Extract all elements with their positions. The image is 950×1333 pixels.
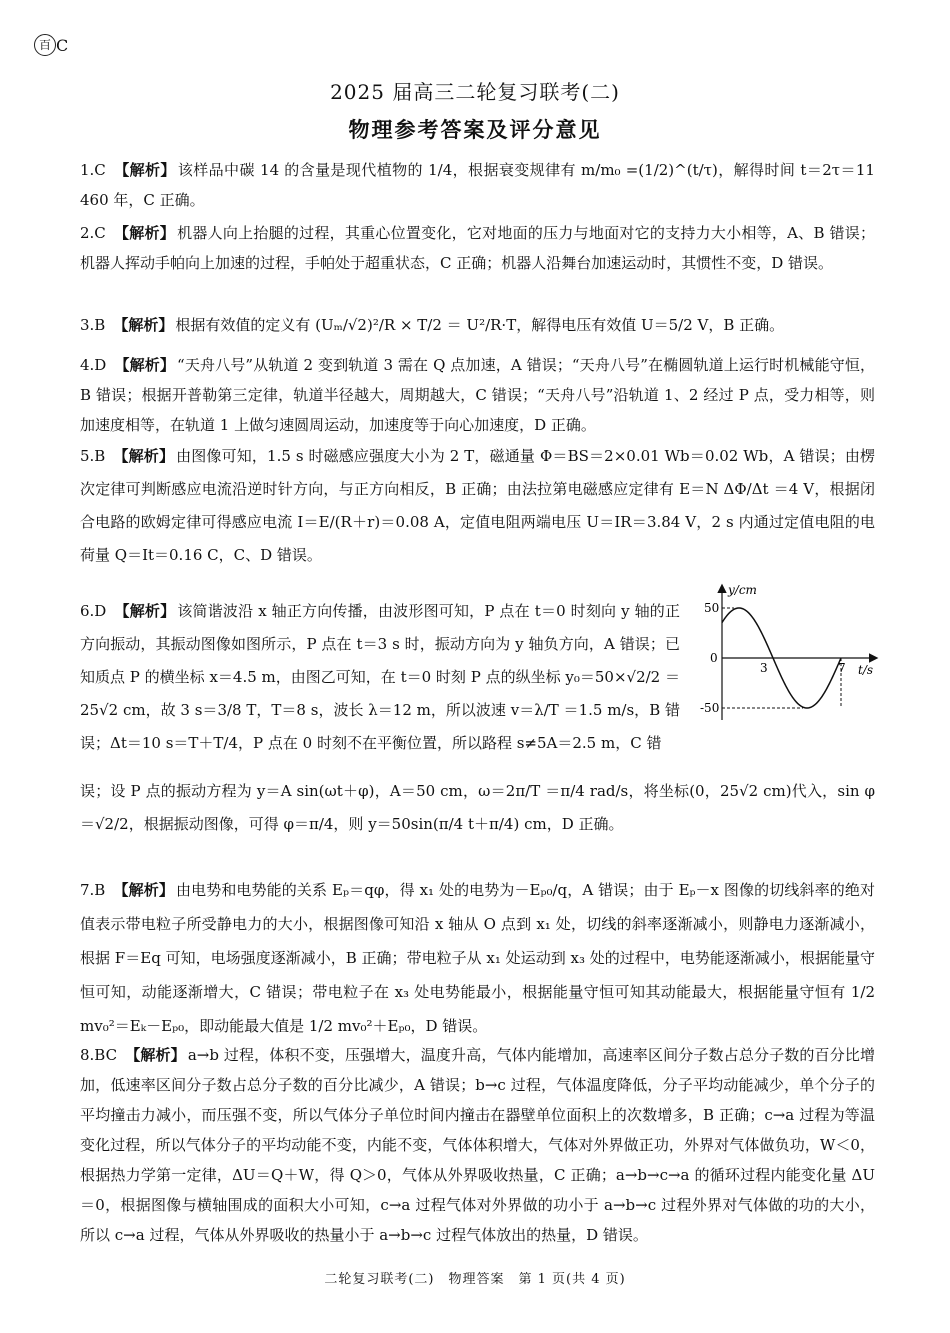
- answer-text: 该简谐波沿 x 轴正方向传播，由波形图可知，P 点在 t＝0 时刻向 y 轴的正方向振动，其振动图像如图所示，P 点在 t＝3 s 时，振动方向为 y 轴负方向，A 错误；已知质点 P 的横坐标 x＝4.5 m，由图乙可知，在 t＝0 时刻 P 点的纵坐标 y₀＝50×√2/2 ＝25√2 cm，故 3 s＝3/8 T，T＝8 s，波长 λ＝12 m，所以波速 v＝λ/T ＝1.5 m/s，B 错误；Δt＝10 s＝T＋T/4，P 点在 0 时刻不在平衡位置，所以路程 s≠5A＝2.5 m，C 错: [80, 602, 680, 752]
- answer-item-continued: [80, 775, 875, 841]
- answer-item: [80, 595, 680, 760]
- answer-text: 机器人向上抬腿的过程，其重心位置变化，它对地面的压力与地面对它的支持力大小相等，A、B 错误；机器人挥动手帕向上加速的过程，手帕处于超重状态，C 正确；机器人沿舞台加速运动时，其惯性不变，D 错误。: [80, 224, 875, 272]
- answer-text: 由图像可知，1.5 s 时磁感应强度大小为 2 T，磁通量 Φ＝BS＝2×0.01 Wb＝0.02 Wb，A 错误；由楞次定律可判断感应电流沿逆时针方向，与正方向相反，B 正确；由法拉第电磁感应定律有 E＝N ΔΦ/Δt ＝4 V，根据闭合电路的欧姆定律可得感应电流 I＝E/(R＋r)＝0.08 A，定值电阻两端电压 U＝IR＝3.84 V，2 s 内通过定值电阻的电荷量 Q＝It＝0.16 C，C、D 错误。: [80, 447, 875, 564]
- answer-item: [80, 310, 875, 340]
- answer-tag: 【解析】: [113, 881, 174, 899]
- x-tick-label: 7: [838, 661, 846, 675]
- answer-tag: 【解析】: [113, 224, 176, 242]
- answer-tag: 【解析】: [125, 1046, 186, 1064]
- answer-item: [80, 350, 875, 440]
- x-tick-label: 3: [760, 661, 768, 675]
- x-axis-label: t/s: [858, 663, 874, 677]
- logo-circle-icon: 百: [34, 34, 56, 56]
- y-tick-label: 50: [704, 601, 720, 615]
- page-footer: 二轮复习联考(二) 物理答案 第 1 页(共 4 页): [324, 1272, 626, 1287]
- answer-item: [80, 1040, 875, 1250]
- answer-text: 根据有效值的定义有 (Uₘ/√2)²/R × T/2 ＝ U²/R·T，解得电压有效值 U＝5/2 V，B 正确。: [175, 316, 785, 334]
- answer-text: 误；设 P 点的振动方程为 y＝A sin(ωt＋φ)，A＝50 cm，ω＝2π/T ＝π/4 rad/s，将坐标(0，25√2 cm)代入，sin φ＝√2/2，根据振动图像，可得 φ＝π/4，则 y＝50sin(π/4 t＋π/4) cm，D 正确。: [80, 782, 875, 833]
- answer-tag: 【解析】: [113, 316, 174, 334]
- page-title: 2025 届高三二轮复习联考(二): [330, 80, 620, 104]
- answer-tag: 【解析】: [113, 447, 175, 465]
- answer-number: 1.C: [80, 161, 106, 179]
- answer-text: “天舟八号”从轨道 2 变到轨道 3 需在 Q 点加速，A 错误；“天舟八号”在椭圆轨道上运行时机械能守恒，B 错误；根据开普勒第三定律，轨道半径越大，周期越大，C 错误；“天舟八号”沿轨道 1、2 经过 P 点，受力相等，则加速度相等，在轨道 1 上做匀速圆周运动，加速度等于向心加速度，D 正确。: [80, 356, 875, 434]
- answer-item: [80, 218, 875, 278]
- answer-tag: 【解析】: [114, 602, 176, 620]
- answer-number: 5.B: [80, 447, 106, 465]
- answer-number: 6.D: [80, 602, 107, 620]
- answer-tag: 【解析】: [113, 161, 176, 179]
- y-axis-label: y/cm: [728, 583, 757, 597]
- answer-number: 2.C: [80, 224, 106, 242]
- answer-item: [80, 155, 875, 215]
- vibration-chart: [700, 580, 880, 730]
- logo: 百 C: [34, 34, 68, 56]
- answer-text: a→b 过程，体积不变，压强增大，温度升高，气体内能增加，高速率区间分子数占总分子数的百分比增加，低速率区间分子数占总分子数的百分比减少，A 错误；b→c 过程，气体温度降低，分子平均动能减少，单个分子的平均撞击力减小，而压强不变，所以气体分子单位时间内撞击在器壁单位面积上的次数增多，B 正确；c→a 过程为等温变化过程，所以气体分子的平均动能不变，内能不变，气体体积增大，气体对外界做正功，外界对气体做负功，W＜0，根据热力学第一定律，ΔU＝Q＋W，得 Q＞0，气体从外界吸收热量，C 正确；a→b→c→a 的循环过程内能变化量 ΔU＝0，根据图像与横轴围成的面积大小可知，c→a 过程气体对外界做的功小于 a→b→c 过程外界对气体做的功的大小，所以 c→a 过程，气体从外界吸收的热量小于 a→b→c 过程气体放出的热量，D 错误。: [80, 1046, 875, 1244]
- answer-text: 由电势和电势能的关系 Eₚ＝qφ，得 x₁ 处的电势为－Eₚ₀/q，A 错误；由于 Eₚ－x 图像的切线斜率的绝对值表示带电粒子所受静电力的大小，根据图像可知沿 x 轴从 O 点到 x₁ 处，切线的斜率逐渐减小，则静电力逐渐减小，根据 F＝Eq 可知，电场强度逐渐减小，B 正确；带电粒子从 x₁ 处运动到 x₃ 处的过程中，电势能逐渐减小，根据能量守恒可知，动能逐渐增大，C 错误；带电粒子在 x₃ 处电势能最小，根据能量守恒可知其动能最大，根据能量守恒有 1/2 mv₀²＝Eₖ－Eₚ₀，即动能最大值是 1/2 mv₀²＋Eₚ₀，D 错误。: [80, 881, 875, 1035]
- y-tick-label: -50: [700, 701, 720, 715]
- answer-item: [80, 440, 875, 572]
- answer-number: 3.B: [80, 316, 106, 334]
- answer-item: [80, 873, 875, 1043]
- answer-number: 8.BC: [80, 1046, 118, 1064]
- answer-number: 7.B: [80, 881, 106, 899]
- answer-text: 该样品中碳 14 的含量是现代植物的 1/4，根据衰变规律有 m/m₀ =(1/2)^(t/τ)，解得时间 t＝2τ＝11 460 年，C 正确。: [80, 161, 875, 209]
- page-subtitle: 物理参考答案及评分意见: [348, 117, 602, 142]
- y-tick-label: 0: [710, 651, 718, 665]
- answer-tag: 【解析】: [114, 356, 176, 374]
- answer-number: 4.D: [80, 356, 107, 374]
